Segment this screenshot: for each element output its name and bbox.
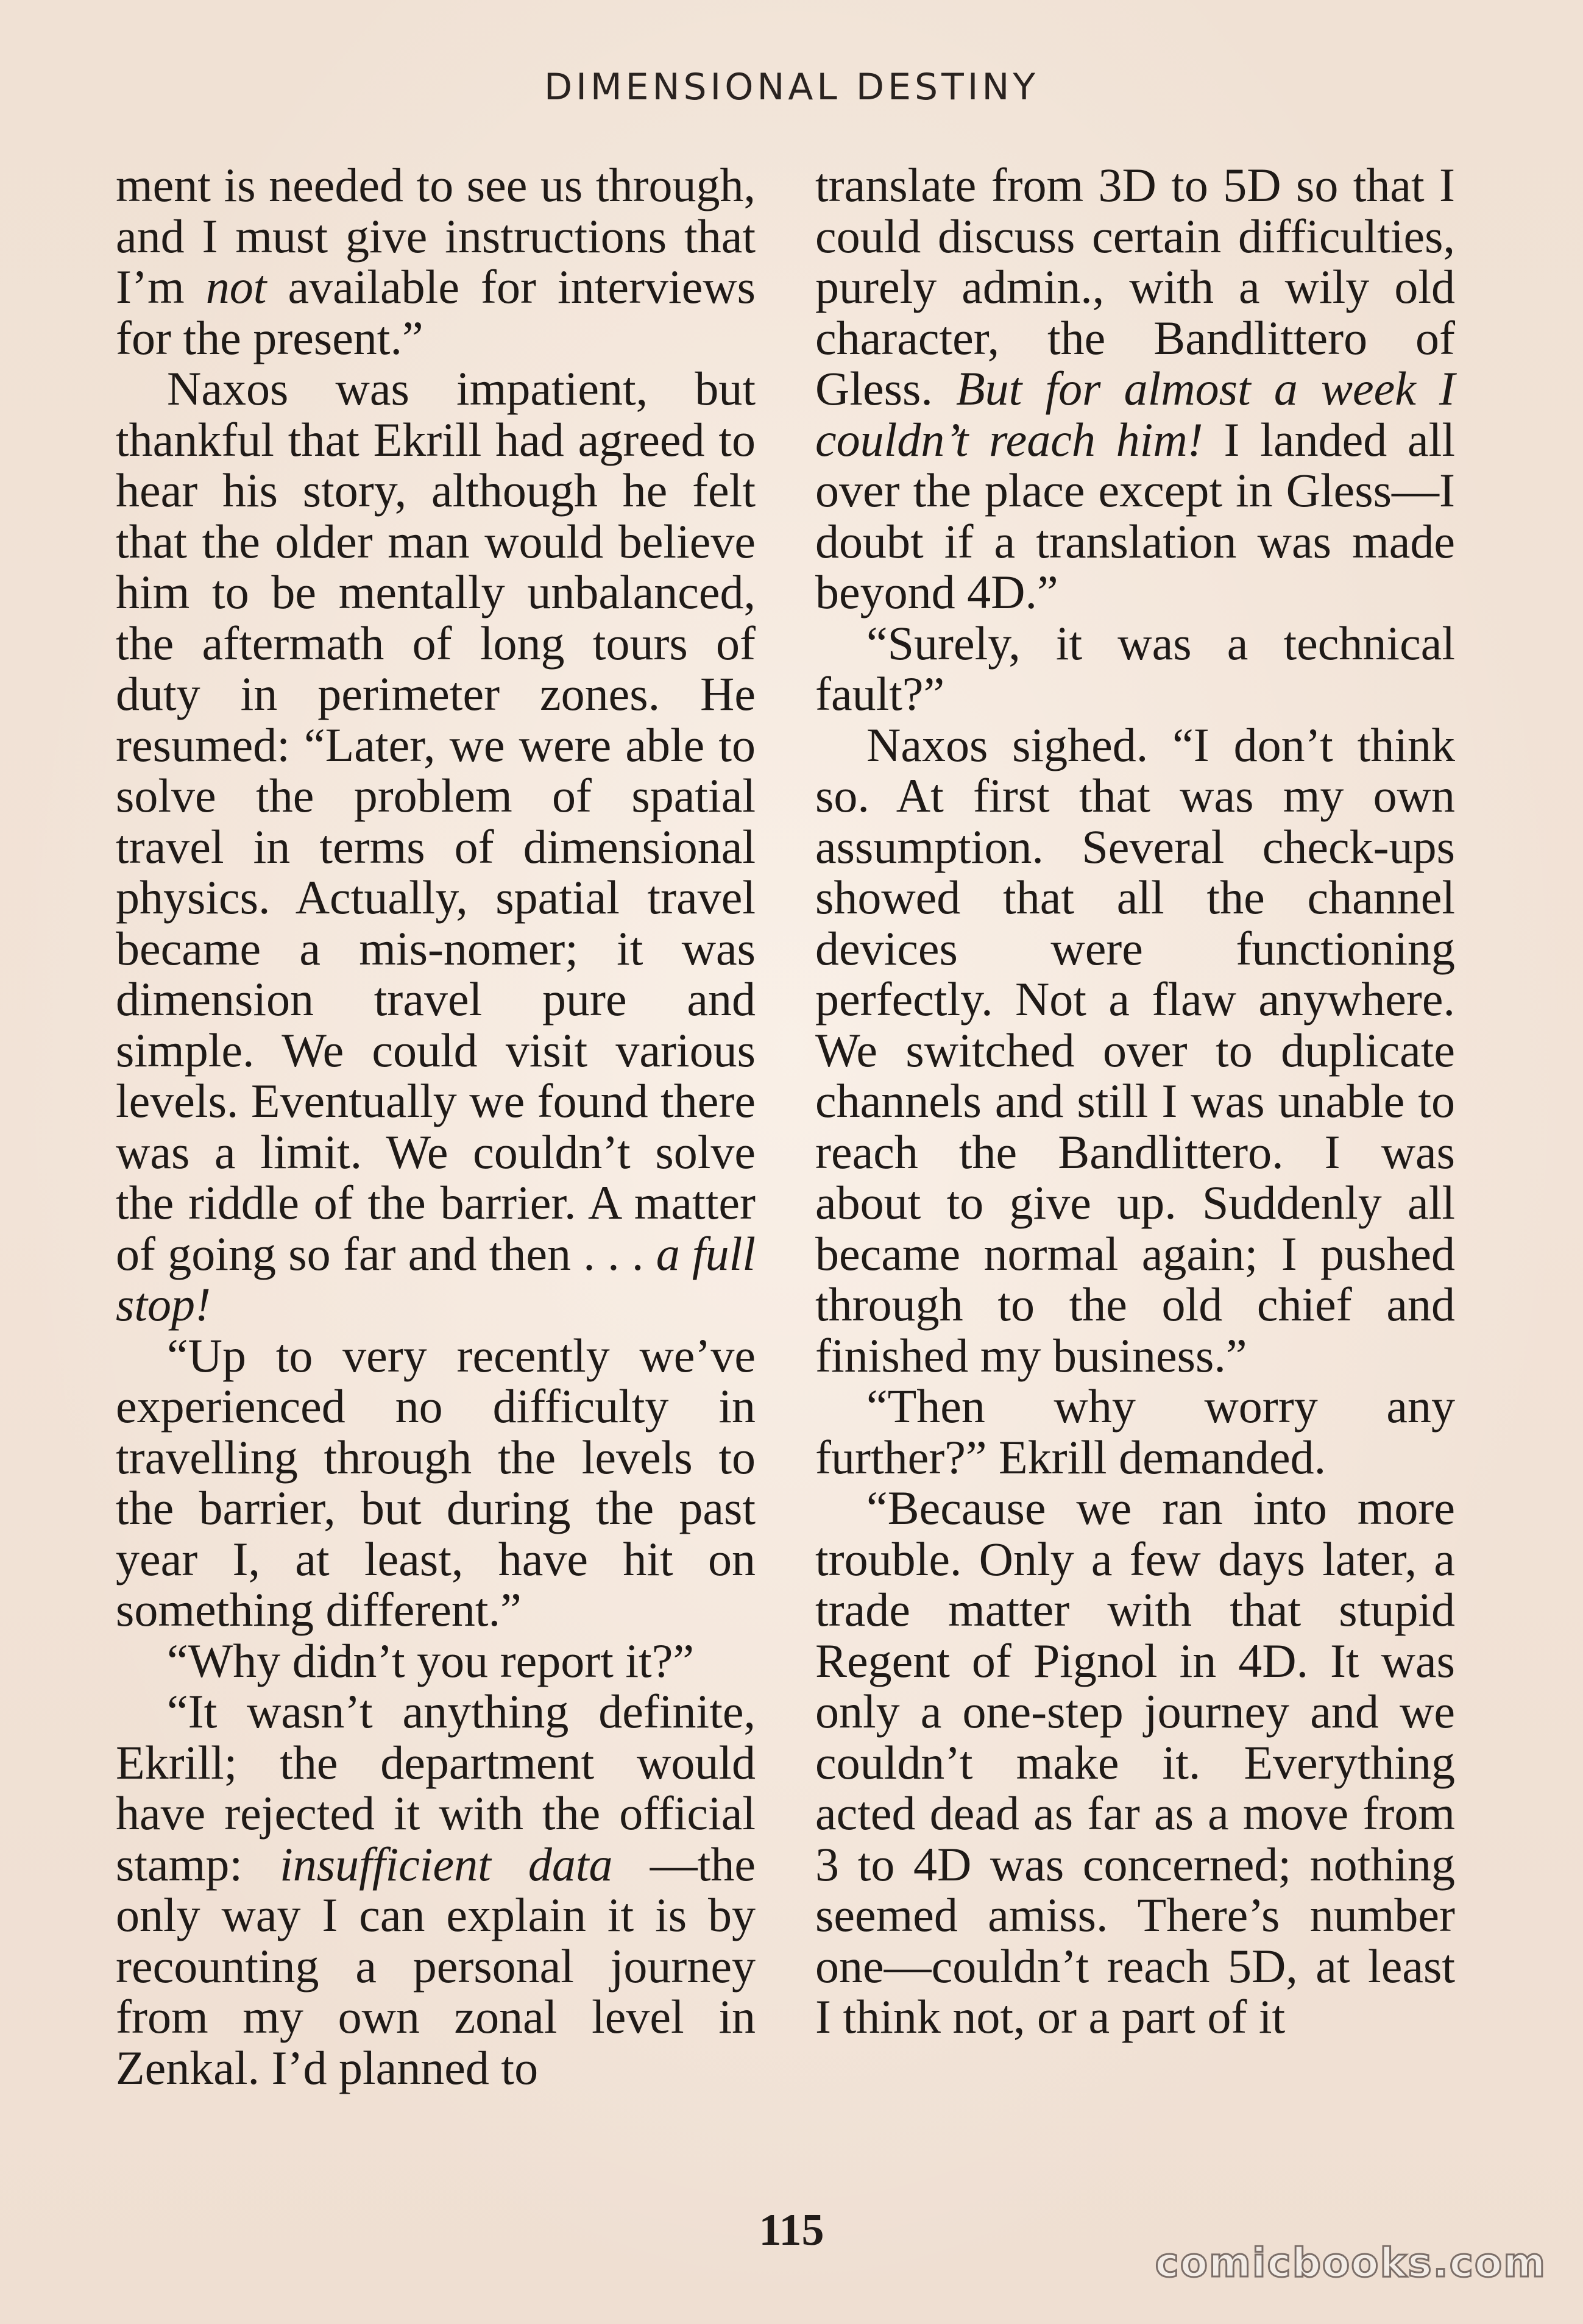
text-run: translate from 3D to 5D so that I could discuss certain difficulties, purely admin., with a wily old character, the Bandlittero of Gless. [815, 158, 1455, 415]
page-number: 115 [759, 2205, 824, 2255]
italic-run: a full stop! [116, 1227, 756, 1331]
text-run: I landed all over the place except in Gless—I doubt if a translation was made beyond 4D.” [815, 413, 1455, 618]
text-run: “Why didn’t you report it?” [167, 1634, 694, 1687]
text-run: Naxos sighed. “I don’t think so. At first that was my own assumption. Several check-ups showed that all the channel devices were functioning perfectly. Not a flaw anywhere. We switched over to duplicate channels and still I was unable to reach the Bandlittero. I was about to give up. Suddenly all became normal again; I pushed through to the old chief and finished my business.” [815, 718, 1455, 1382]
text-run: “Surely, it was a technical fault?” [815, 616, 1455, 720]
text-run: “Up to very recently we’ve experienced no difficulty in travelling through the levels to the barrier, but during the past year I, at least, have hit on something different.” [116, 1328, 756, 1636]
paragraph [815, 160, 1455, 618]
text-run: —the only way I can explain it is by recounting a personal journey from my own zonal level in Zenkal. I’d planned to [116, 1837, 756, 2094]
text-run: ment is needed to see us through, and I must give instructions that I’m [116, 158, 756, 313]
paragraph [116, 160, 756, 363]
italic-run: insufficient data [280, 1837, 613, 1891]
paragraph [116, 1635, 756, 1687]
left-column [116, 160, 756, 2093]
paragraph [815, 1381, 1455, 1483]
paragraph [815, 720, 1455, 1381]
text-run: “Because we ran into more trouble. Only a few days later, a trade matter with that stupid Regent of Pignol in 4D. It was only a one-step journey and we couldn’t make it. Everything acted dead as far as a move from 3 to 4D was concerned; nothing seemed amiss. There’s number one—couldn’t reach 5D, at least I think not, or a part of it [815, 1481, 1455, 2043]
right-column [815, 160, 1455, 2042]
italic-run: But for almost a week I couldn’t reach him! [815, 362, 1455, 466]
text-run: Naxos was impatient, but thankful that Ekrill had agreed to hear his story, although he felt that the older man would believe him to be mentally unbalanced, the aftermath of long tours of duty in perimeter zones. He resumed: “Later, we were able to solve the problem of spatial travel in terms of dimensional physics. Actually, spatial travel became a mis-nomer; it was dimension travel pure and simple. We could visit various levels. Eventually we found there was a limit. We couldn’t solve the riddle of the barrier. A matter of going so far and then . . . [116, 362, 756, 1280]
paragraph [815, 618, 1455, 720]
watermark: comicbooks.com [1155, 2239, 1546, 2286]
paragraph [116, 1330, 756, 1635]
running-head: DIMENSIONAL DESTINY [544, 66, 1039, 108]
italic-run: not [205, 260, 267, 313]
text-run: available for interviews for the present.” [116, 260, 756, 364]
text-run: “Then why worry any further?” Ekrill demanded. [815, 1380, 1455, 1484]
paragraph [815, 1483, 1455, 2042]
paragraph [116, 363, 756, 1330]
text-run: “It wasn’t anything definite, Ekrill; the department would have rejected it with the official stamp: [116, 1685, 756, 1891]
paragraph [116, 1686, 756, 2093]
